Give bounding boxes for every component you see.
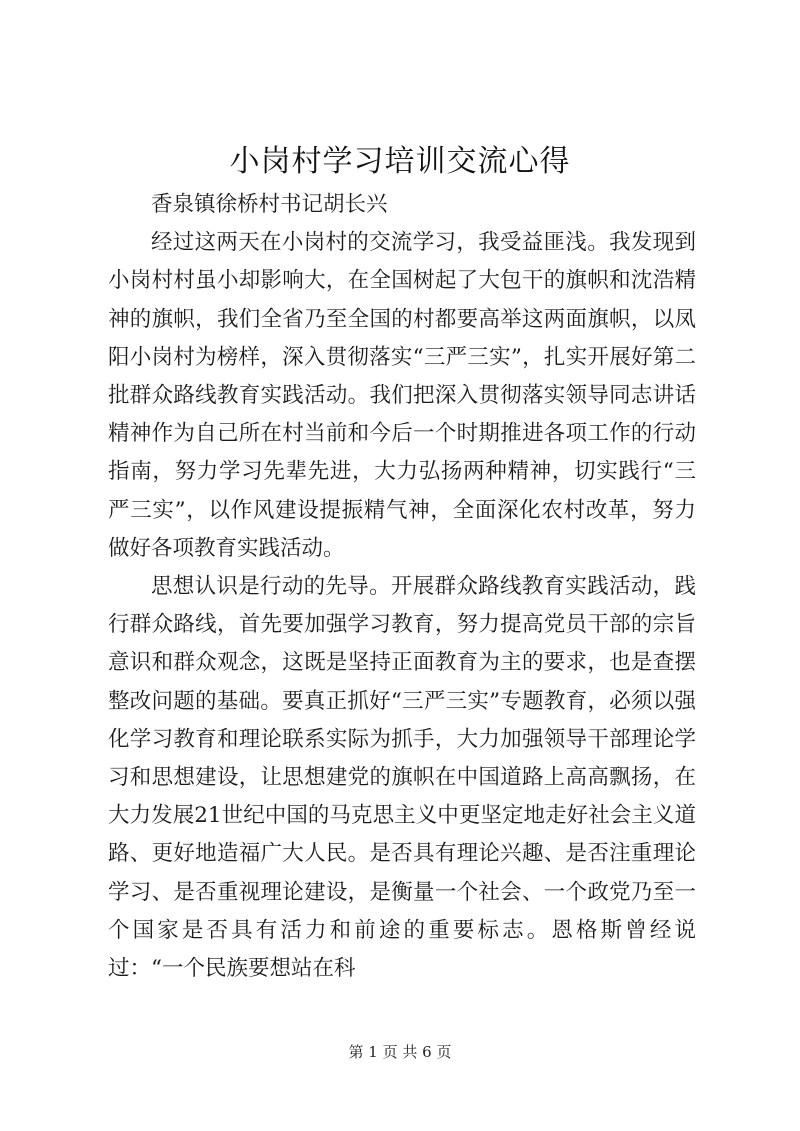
document-title: 小岗村学习培训交流心得 — [229, 144, 571, 179]
body-paragraph-2: 思想认识是行动的先导。开展群众路线教育实践活动，践行群众路线，首先要加强学习教育，努力提高党员干部的宗旨意识和群众观念，这既是坚持正面教育为主的要求，也是查摆整改问题的基础。要真正抓好“三严三实”专题教育，必须以强化学习教育和理论联系实际为抓手，大力加强领导干部理论学习和思想建设，让思想建党的旗帜在中国道路上高高飘扬，在大力发展21世纪中国的马克思主义中更坚定地走好社会主义道路、更好地造福广大人民。是否具有理论兴趣、是否注重理论学习、是否重视理论建设，是衡量一个社会、一个政党乃至一个国家是否具有活力和前途的重要标志。恩格斯曾经说过：“一个民族要想站在科 — [108, 574, 696, 982]
page-footer: 第 1 页 共 6 页 — [348, 1043, 452, 1061]
author-line: 香泉镇徐桥村书记胡长兴 — [151, 192, 388, 217]
document-body — [108, 186, 696, 988]
body-paragraph-1: 经过这两天在小岗村的交流学习，我受益匪浅。我发现到小岗村村虽小却影响大，在全国树起了大包干的旗帜和沈浩精神的旗帜，我们全省乃至全国的村都要高举这两面旗帜，以凤阳小岗村为榜样，深入贯彻落实“三严三实”，扎实开展好第二批群众路线教育实践活动。我们把深入贯彻落实领导同志讲话精神作为自己所在村当前和今后一个时期推进各项工作的行动指南，努力学习先辈先进，大力弘扬两种精神，切实践行“三严三实”，以作风建设提振精气神，全面深化农村改革，努力做好各项教育实践活动。 — [108, 230, 696, 561]
